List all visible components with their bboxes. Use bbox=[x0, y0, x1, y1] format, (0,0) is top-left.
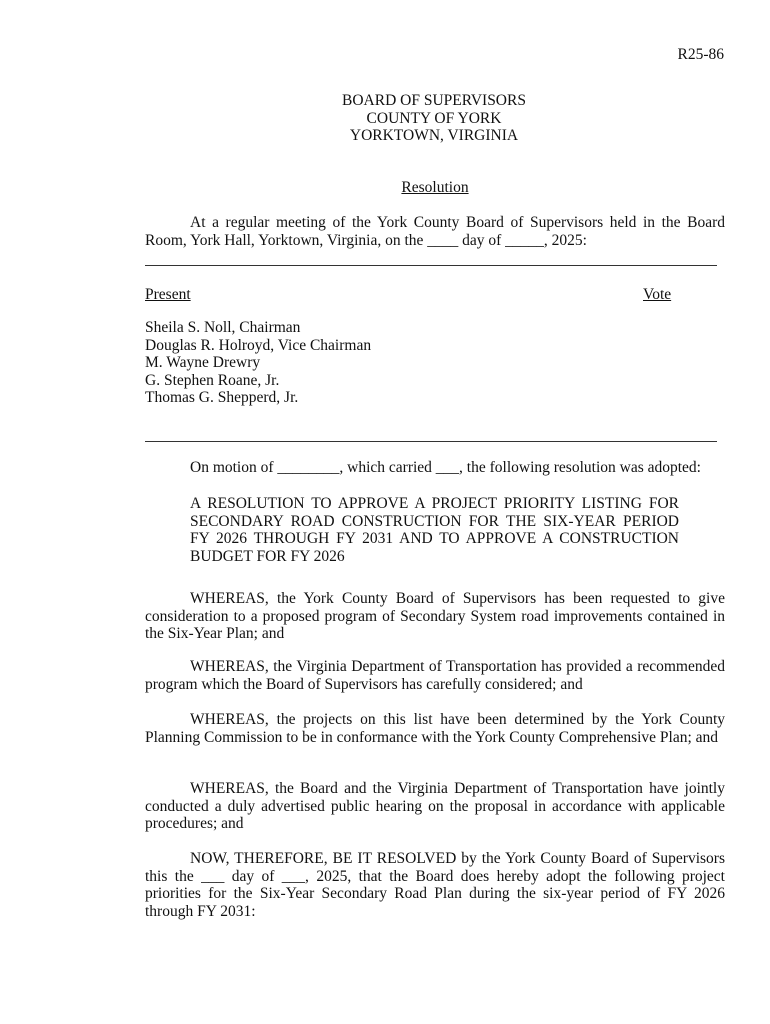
list-item: M. Wayne Drewry bbox=[145, 354, 261, 371]
vote-label: Vote bbox=[643, 286, 672, 303]
list-item: Thomas G. Shepperd, Jr. bbox=[145, 389, 299, 406]
separator-line-bottom bbox=[145, 441, 717, 442]
now-therefore-paragraph: NOW, THEREFORE, BE IT RESOLVED by the York County Board of Supervisors this the ___ day of ___, 2025, that the Board does hereby adopt the following project priorities for the Six-Year Secondary Road Plan during the six-year period of FY 2026 through FY 2031: bbox=[145, 850, 725, 920]
header-line-city: YORKTOWN, VIRGINIA bbox=[349, 127, 519, 144]
whereas-paragraph-3: WHEREAS, the projects on this list have been determined by the York County Planning Commission to be in conformance with the York County Comprehensive Plan; and bbox=[145, 711, 725, 746]
header-line-county: COUNTY OF YORK bbox=[366, 109, 502, 127]
whereas-paragraph-1: WHEREAS, the York County Board of Supervisors has been requested to give consideration to a proposed program of Secondary System road improvements contained in the Six-Year Plan; and bbox=[145, 590, 725, 642]
separator-line-top bbox=[145, 265, 717, 266]
document-header bbox=[0, 92, 770, 145]
resolution-heading: A RESOLUTION TO APPROVE A PROJECT PRIORITY LISTING FOR SECONDARY ROAD CONSTRUCTION FOR THE SIX-YEAR PERIOD FY 2026 THROUGH FY 2031 AND TO APPROVE A CONSTRUCTION BUDGET FOR FY 2026 bbox=[190, 495, 679, 565]
meeting-intro-paragraph: At a regular meeting of the York County Board of Supervisors held in the Board Room, York Hall, Yorktown, Virginia, on the ____ day of _____, 2025: bbox=[145, 214, 725, 249]
list-item: G. Stephen Roane, Jr. bbox=[145, 371, 280, 389]
header-line-board: BOARD OF SUPERVISORS bbox=[342, 92, 526, 109]
document-title: Resolution bbox=[401, 179, 469, 196]
reference-number: R25-86 bbox=[677, 46, 724, 63]
present-label: Present bbox=[145, 286, 191, 303]
whereas-paragraph-4: WHEREAS, the Board and the Virginia Department of Transportation have jointly conducted a duly advertised public hearing on the proposal in accordance with applicable procedures; and bbox=[145, 780, 725, 832]
members-list bbox=[145, 319, 371, 407]
list-item: Douglas R. Holroyd, Vice Chairman bbox=[145, 336, 372, 354]
motion-paragraph: On motion of ________, which carried ___, the following resolution was adopted: bbox=[190, 459, 701, 476]
whereas-paragraph-2: WHEREAS, the Virginia Department of Transportation has provided a recommended program which the Board of Supervisors has carefully considered; and bbox=[145, 658, 725, 693]
list-item: Sheila S. Noll, Chairman bbox=[145, 319, 301, 336]
